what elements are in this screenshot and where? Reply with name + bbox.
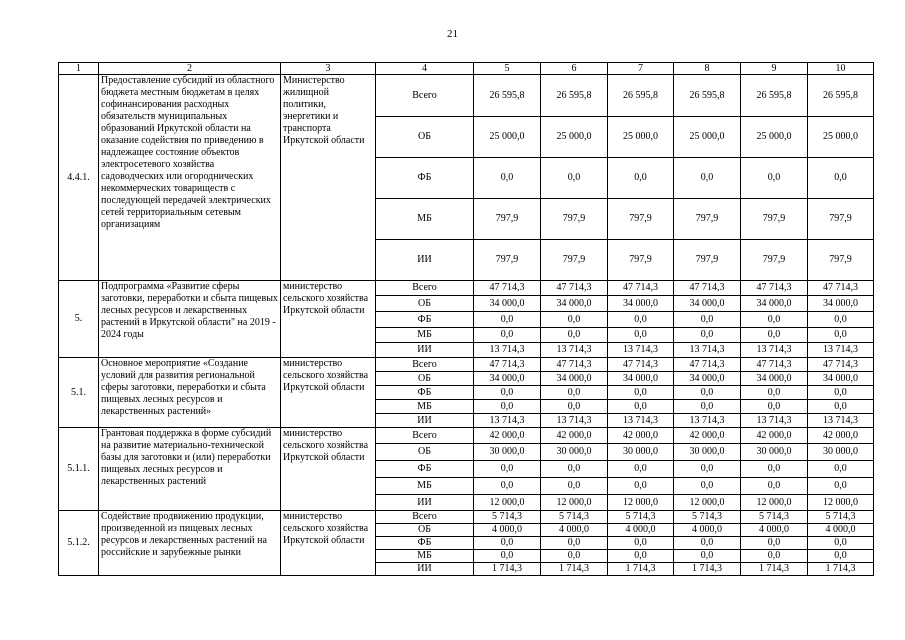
amount-cell: 0,0 — [808, 400, 874, 414]
amount-cell: 13 714,3 — [608, 343, 674, 358]
funding-source: ФБ — [376, 461, 474, 478]
table-body — [59, 63, 874, 576]
amount-cell: 13 714,3 — [608, 414, 674, 428]
funding-source: ИИ — [376, 343, 474, 358]
amount-cell: 797,9 — [474, 240, 541, 281]
column-number: 8 — [674, 63, 741, 75]
amount-cell: 47 714,3 — [608, 281, 674, 296]
amount-cell: 26 595,8 — [674, 75, 741, 117]
amount-cell: 1 714,3 — [541, 563, 608, 576]
amount-cell: 0,0 — [741, 550, 808, 563]
table-row — [59, 75, 874, 117]
amount-cell: 5 714,3 — [608, 511, 674, 524]
amount-cell: 47 714,3 — [741, 358, 808, 372]
amount-cell: 0,0 — [808, 478, 874, 495]
amount-cell: 0,0 — [608, 537, 674, 550]
amount-cell: 4 000,0 — [674, 524, 741, 537]
amount-cell: 13 714,3 — [674, 414, 741, 428]
amount-cell: 0,0 — [674, 312, 741, 328]
amount-cell: 13 714,3 — [808, 343, 874, 358]
amount-cell: 4 000,0 — [541, 524, 608, 537]
funding-source: ОБ — [376, 117, 474, 158]
amount-cell: 34 000,0 — [674, 296, 741, 312]
amount-cell: 13 714,3 — [541, 343, 608, 358]
amount-cell: 42 000,0 — [741, 428, 808, 444]
amount-cell: 797,9 — [608, 199, 674, 240]
amount-cell: 0,0 — [674, 158, 741, 199]
amount-cell: 0,0 — [541, 400, 608, 414]
funding-source: ФБ — [376, 312, 474, 328]
funding-source: Всего — [376, 511, 474, 524]
amount-cell: 34 000,0 — [674, 372, 741, 386]
amount-cell: 26 595,8 — [808, 75, 874, 117]
amount-cell: 0,0 — [808, 158, 874, 199]
amount-cell: 5 714,3 — [741, 511, 808, 524]
amount-cell: 5 714,3 — [674, 511, 741, 524]
amount-cell: 42 000,0 — [674, 428, 741, 444]
amount-cell: 0,0 — [808, 550, 874, 563]
amount-cell: 797,9 — [741, 240, 808, 281]
amount-cell: 0,0 — [674, 328, 741, 343]
amount-cell: 0,0 — [608, 328, 674, 343]
amount-cell: 0,0 — [608, 386, 674, 400]
amount-cell: 13 714,3 — [541, 414, 608, 428]
row-code: 5.1.1. — [59, 428, 99, 511]
executor: Министерство жилищной политики, энергетики и транспорта Иркутской области — [281, 75, 376, 281]
amount-cell: 0,0 — [741, 328, 808, 343]
amount-cell: 42 000,0 — [808, 428, 874, 444]
amount-cell: 34 000,0 — [608, 296, 674, 312]
amount-cell: 30 000,0 — [674, 444, 741, 461]
executor: министерство сельского хозяйства Иркутской области — [281, 511, 376, 576]
funding-source: ОБ — [376, 372, 474, 386]
amount-cell: 0,0 — [541, 461, 608, 478]
column-number: 4 — [376, 63, 474, 75]
amount-cell: 1 714,3 — [608, 563, 674, 576]
measure-name: Предоставление субсидий из областного бюджета местным бюджетам в целях софинансирования расходных обязательств муниципальных образований Иркутской области на оказание содействия по приведению в надлежащее состояние объектов электросетевого хозяйства садоводческих или огороднических некоммерческих товариществ с последующей передачей электрических сетей территориальным сетевым организациям — [99, 75, 281, 281]
amount-cell: 42 000,0 — [474, 428, 541, 444]
funding-source: ОБ — [376, 524, 474, 537]
amount-cell: 0,0 — [608, 478, 674, 495]
amount-cell: 4 000,0 — [741, 524, 808, 537]
amount-cell: 0,0 — [741, 386, 808, 400]
amount-cell: 34 000,0 — [541, 296, 608, 312]
measure-name: Основное мероприятие «Создание условий для развития региональной сферы заготовки, переработки и сбыта пищевых лесных ресурсов и лекарственных растений» — [99, 358, 281, 428]
amount-cell: 34 000,0 — [741, 372, 808, 386]
amount-cell: 0,0 — [674, 550, 741, 563]
amount-cell: 47 714,3 — [541, 281, 608, 296]
funding-source: ФБ — [376, 537, 474, 550]
amount-cell: 0,0 — [741, 158, 808, 199]
amount-cell: 26 595,8 — [474, 75, 541, 117]
amount-cell: 0,0 — [541, 537, 608, 550]
executor: министерство сельского хозяйства Иркутской области — [281, 281, 376, 358]
amount-cell: 0,0 — [741, 461, 808, 478]
amount-cell: 0,0 — [541, 158, 608, 199]
funding-source: Всего — [376, 358, 474, 372]
measure-name: Грантовая поддержка в форме субсидий на развитие материально-технической базы для заготовки и (или) переработки пищевых лесных ресурсов и лекарственных растений — [99, 428, 281, 511]
amount-cell: 797,9 — [541, 199, 608, 240]
amount-cell: 0,0 — [608, 550, 674, 563]
amount-cell: 797,9 — [474, 199, 541, 240]
column-number: 1 — [59, 63, 99, 75]
amount-cell: 0,0 — [608, 400, 674, 414]
amount-cell: 797,9 — [674, 199, 741, 240]
funding-source: ОБ — [376, 296, 474, 312]
amount-cell: 0,0 — [674, 478, 741, 495]
amount-cell: 0,0 — [674, 386, 741, 400]
amount-cell: 0,0 — [608, 461, 674, 478]
amount-cell: 0,0 — [474, 537, 541, 550]
funding-source: МБ — [376, 550, 474, 563]
amount-cell: 12 000,0 — [541, 495, 608, 511]
amount-cell: 0,0 — [541, 550, 608, 563]
amount-cell: 797,9 — [608, 240, 674, 281]
amount-cell: 12 000,0 — [808, 495, 874, 511]
amount-cell: 13 714,3 — [474, 414, 541, 428]
amount-cell: 13 714,3 — [674, 343, 741, 358]
amount-cell: 0,0 — [541, 312, 608, 328]
amount-cell: 0,0 — [741, 478, 808, 495]
funding-source: ИИ — [376, 495, 474, 511]
amount-cell: 25 000,0 — [541, 117, 608, 158]
row-code: 4.4.1. — [59, 75, 99, 281]
amount-cell: 13 714,3 — [741, 414, 808, 428]
amount-cell: 30 000,0 — [541, 444, 608, 461]
amount-cell: 0,0 — [808, 537, 874, 550]
funding-source: ИИ — [376, 563, 474, 576]
amount-cell: 0,0 — [741, 400, 808, 414]
amount-cell: 34 000,0 — [474, 296, 541, 312]
amount-cell: 0,0 — [474, 400, 541, 414]
amount-cell: 0,0 — [541, 386, 608, 400]
column-number: 7 — [608, 63, 674, 75]
amount-cell: 47 714,3 — [474, 358, 541, 372]
amount-cell: 797,9 — [741, 199, 808, 240]
amount-cell: 12 000,0 — [474, 495, 541, 511]
amount-cell: 47 714,3 — [674, 358, 741, 372]
amount-cell: 0,0 — [808, 461, 874, 478]
amount-cell: 0,0 — [474, 328, 541, 343]
amount-cell: 1 714,3 — [474, 563, 541, 576]
amount-cell: 34 000,0 — [808, 372, 874, 386]
amount-cell: 26 595,8 — [608, 75, 674, 117]
amount-cell: 42 000,0 — [608, 428, 674, 444]
column-number: 10 — [808, 63, 874, 75]
amount-cell: 5 714,3 — [808, 511, 874, 524]
amount-cell: 4 000,0 — [474, 524, 541, 537]
amount-cell: 47 714,3 — [674, 281, 741, 296]
column-number-row — [59, 63, 874, 75]
column-number: 3 — [281, 63, 376, 75]
measure-name: Подпрограмма «Развитие сферы заготовки, переработки и сбыта пищевых лесных ресурсов и лекарственных растений в Иркутской области" на 2019 - 2024 годы — [99, 281, 281, 358]
amount-cell: 25 000,0 — [741, 117, 808, 158]
funding-source: ФБ — [376, 386, 474, 400]
amount-cell: 25 000,0 — [674, 117, 741, 158]
amount-cell: 0,0 — [608, 312, 674, 328]
amount-cell: 34 000,0 — [741, 296, 808, 312]
funding-source: МБ — [376, 478, 474, 495]
amount-cell: 0,0 — [808, 328, 874, 343]
amount-cell: 34 000,0 — [541, 372, 608, 386]
funding-source: Всего — [376, 428, 474, 444]
amount-cell: 4 000,0 — [608, 524, 674, 537]
amount-cell: 47 714,3 — [741, 281, 808, 296]
amount-cell: 0,0 — [474, 158, 541, 199]
amount-cell: 12 000,0 — [674, 495, 741, 511]
column-number: 6 — [541, 63, 608, 75]
amount-cell: 0,0 — [741, 537, 808, 550]
amount-cell: 26 595,8 — [541, 75, 608, 117]
funding-source: ИИ — [376, 240, 474, 281]
amount-cell: 26 595,8 — [741, 75, 808, 117]
row-code: 5. — [59, 281, 99, 358]
amount-cell: 0,0 — [541, 328, 608, 343]
funding-source: ОБ — [376, 444, 474, 461]
amount-cell: 0,0 — [474, 386, 541, 400]
amount-cell: 25 000,0 — [474, 117, 541, 158]
executor: министерство сельского хозяйства Иркутской области — [281, 428, 376, 511]
amount-cell: 12 000,0 — [608, 495, 674, 511]
amount-cell: 1 714,3 — [674, 563, 741, 576]
amount-cell: 25 000,0 — [608, 117, 674, 158]
amount-cell: 13 714,3 — [808, 414, 874, 428]
amount-cell: 797,9 — [541, 240, 608, 281]
amount-cell: 47 714,3 — [808, 358, 874, 372]
amount-cell: 42 000,0 — [541, 428, 608, 444]
amount-cell: 0,0 — [808, 312, 874, 328]
amount-cell: 1 714,3 — [808, 563, 874, 576]
amount-cell: 47 714,3 — [808, 281, 874, 296]
amount-cell: 5 714,3 — [474, 511, 541, 524]
column-number: 5 — [474, 63, 541, 75]
amount-cell: 12 000,0 — [741, 495, 808, 511]
amount-cell: 34 000,0 — [474, 372, 541, 386]
amount-cell: 13 714,3 — [474, 343, 541, 358]
amount-cell: 30 000,0 — [741, 444, 808, 461]
amount-cell: 0,0 — [474, 478, 541, 495]
funding-source: МБ — [376, 328, 474, 343]
row-code: 5.1.2. — [59, 511, 99, 576]
column-number: 9 — [741, 63, 808, 75]
amount-cell: 0,0 — [541, 478, 608, 495]
amount-cell: 25 000,0 — [808, 117, 874, 158]
measure-name: Содействие продвижению продукции, произведенной из пищевых лесных ресурсов и лекарственных растений на российские и зарубежные рынки — [99, 511, 281, 576]
funding-source: ФБ — [376, 158, 474, 199]
funding-source: МБ — [376, 199, 474, 240]
table-row — [59, 281, 874, 296]
funding-source: Всего — [376, 75, 474, 117]
amount-cell: 0,0 — [674, 537, 741, 550]
amount-cell: 47 714,3 — [608, 358, 674, 372]
executor: министерство сельского хозяйства Иркутской области — [281, 358, 376, 428]
column-number: 2 — [99, 63, 281, 75]
amount-cell: 0,0 — [474, 461, 541, 478]
funding-source: Всего — [376, 281, 474, 296]
amount-cell: 34 000,0 — [808, 296, 874, 312]
amount-cell: 47 714,3 — [474, 281, 541, 296]
amount-cell: 0,0 — [674, 400, 741, 414]
amount-cell: 0,0 — [608, 158, 674, 199]
table-row — [59, 428, 874, 444]
table-row — [59, 511, 874, 524]
amount-cell: 0,0 — [474, 312, 541, 328]
amount-cell: 47 714,3 — [541, 358, 608, 372]
amount-cell: 0,0 — [741, 312, 808, 328]
amount-cell: 0,0 — [674, 461, 741, 478]
funding-source: ИИ — [376, 414, 474, 428]
table-row — [59, 358, 874, 372]
page-number: 21 — [447, 28, 458, 40]
amount-cell: 30 000,0 — [808, 444, 874, 461]
amount-cell: 797,9 — [674, 240, 741, 281]
budget-table — [58, 62, 874, 576]
amount-cell: 1 714,3 — [741, 563, 808, 576]
amount-cell: 797,9 — [808, 199, 874, 240]
amount-cell: 5 714,3 — [541, 511, 608, 524]
amount-cell: 30 000,0 — [608, 444, 674, 461]
row-code: 5.1. — [59, 358, 99, 428]
amount-cell: 0,0 — [808, 386, 874, 400]
amount-cell: 30 000,0 — [474, 444, 541, 461]
amount-cell: 0,0 — [474, 550, 541, 563]
funding-source: МБ — [376, 400, 474, 414]
amount-cell: 4 000,0 — [808, 524, 874, 537]
amount-cell: 797,9 — [808, 240, 874, 281]
amount-cell: 13 714,3 — [741, 343, 808, 358]
amount-cell: 34 000,0 — [608, 372, 674, 386]
